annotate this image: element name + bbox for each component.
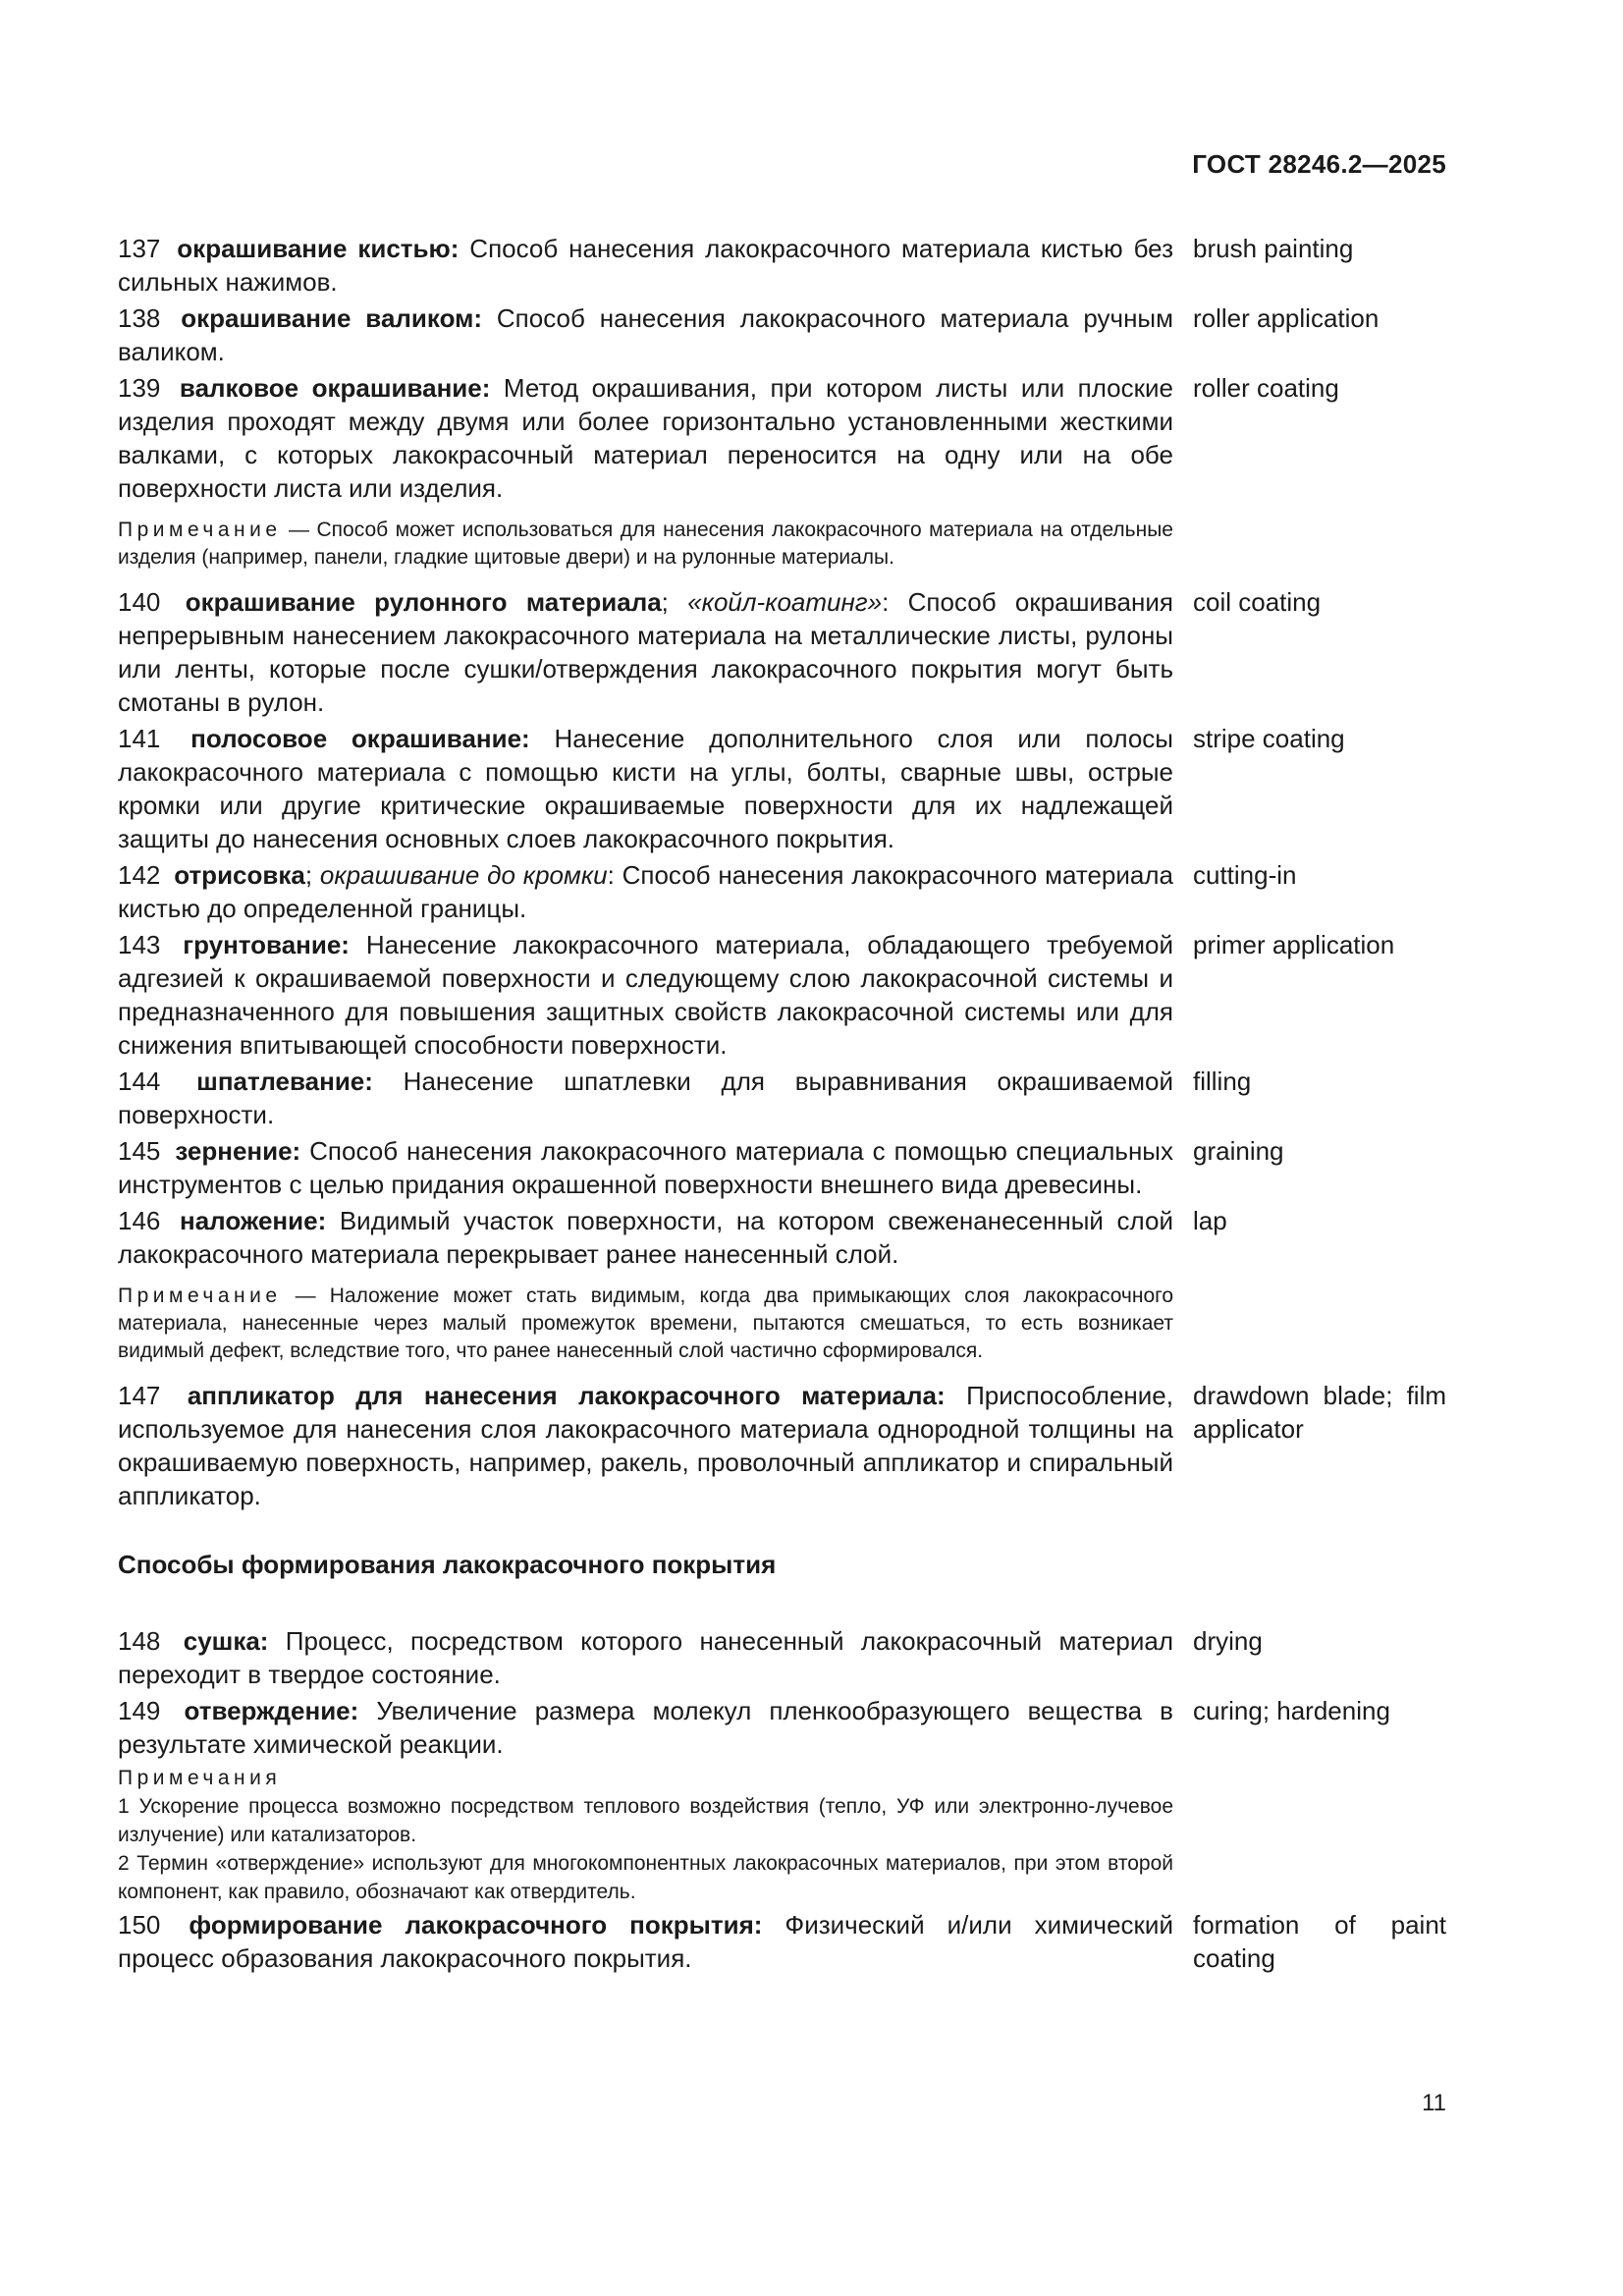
term-definition <box>118 1908 1173 1975</box>
term-entry <box>118 1065 1446 1131</box>
term-name: валковое окрашивание: <box>179 373 491 403</box>
note-text: — Наложение может стать видимым, когда два примыкающих слоя лакокрасочного материала, нанесенные через малый промежуток времени, пытаются смешаться, то есть возникает видимый дефект, вследствие того, что ранее нанесенный слой частично сформировался. <box>118 1285 1173 1362</box>
term-number: 145 <box>118 1136 161 1166</box>
term-name: окрашивание рулонного материала <box>185 587 662 617</box>
term-definition <box>118 1624 1173 1691</box>
term-number: 149 <box>118 1696 161 1725</box>
term-name: грунтование: <box>183 930 350 959</box>
english-equivalent: formation of paint coating <box>1193 1910 1446 1973</box>
term-number: 142 <box>118 860 161 890</box>
term-name: формирование лакокрасочного покрытия: <box>189 1910 763 1940</box>
term-entry <box>118 301 1446 368</box>
term-definition <box>118 585 1173 719</box>
term-synonym: «койл-коатинг» <box>687 587 883 617</box>
term-entry <box>118 1624 1446 1691</box>
term-definition <box>118 1204 1173 1271</box>
definition-text: Увеличение размера молекул пленкообразующего вещества в результате химической реакции. <box>118 1696 1173 1759</box>
term-name: окрашивание кистью: <box>177 234 460 263</box>
term-number: 140 <box>118 587 161 617</box>
term-entry <box>118 1379 1446 1512</box>
term-number: 150 <box>118 1910 161 1940</box>
term-definition <box>118 1065 1173 1131</box>
term-number: 141 <box>118 724 161 753</box>
term-entry <box>118 1134 1446 1201</box>
term-name: окрашивание валиком: <box>181 303 483 333</box>
english-equivalent: lap <box>1193 1206 1227 1235</box>
definition-text: : Способ нанесения лакокрасочного материала кистью до определенной границы. <box>118 860 1173 923</box>
term-name: отрисовка <box>174 860 305 890</box>
section-heading: Способы формирования лакокрасочного покрытия <box>118 1550 777 1579</box>
definition-text: : Способ окрашивания непрерывным нанесением лакокрасочного материала на металлические листы, рулоны или ленты, которые после сушки/отверждения лакокрасочного покрытия могут быть смотаны в рулон. <box>118 587 1173 717</box>
term-definition <box>118 232 1173 299</box>
term-synonym: окрашивание до кромки <box>319 860 608 890</box>
term-definition <box>118 928 1173 1062</box>
term-number: 144 <box>118 1066 161 1096</box>
term-number: 147 <box>118 1381 161 1410</box>
term-number: 139 <box>118 373 161 403</box>
english-equivalent: graining <box>1193 1136 1284 1166</box>
term-number: 138 <box>118 303 161 333</box>
term-definition <box>118 722 1173 855</box>
term-definition <box>118 371 1173 505</box>
term-definition <box>118 1694 1173 1761</box>
notes-label: Примечания <box>118 1767 282 1789</box>
definition-text: Нанесение шпатлевки для выравнивания окрашиваемой поверхности. <box>118 1066 1173 1129</box>
term-number: 137 <box>118 234 161 263</box>
term-name: шпатлевание: <box>196 1066 373 1096</box>
term-name: сушка: <box>183 1626 269 1656</box>
alt-separator: ; <box>661 587 688 617</box>
term-entry <box>118 928 1446 1062</box>
page-content <box>118 232 1446 1978</box>
term-entry <box>118 1694 1446 1761</box>
english-equivalent: cutting-in <box>1193 860 1297 890</box>
notes <box>118 1764 1173 1906</box>
definition-text: Способ нанесения лакокрасочного материала ручным валиком. <box>118 303 1173 366</box>
english-equivalent: curing; hardening <box>1193 1696 1390 1725</box>
note-label: Примечание <box>118 519 282 541</box>
term-definition <box>118 1379 1173 1512</box>
term-definition <box>118 858 1173 925</box>
english-equivalent: drying <box>1193 1626 1263 1656</box>
term-entry <box>118 1204 1446 1271</box>
english-equivalent: roller coating <box>1193 373 1339 403</box>
note <box>118 1283 1173 1365</box>
note-text: — Способ может использоваться для нанесения лакокрасочного материала на отдельные изделия (например, панели, гладкие щитовые двери) и на рулонные материалы. <box>118 519 1173 569</box>
term-entry <box>118 722 1446 855</box>
english-equivalent: filling <box>1193 1066 1252 1096</box>
definition-text: Метод окрашивания, при котором листы или плоские изделия проходят между двумя или более горизонтально установленными жесткими валками, с которых лакокрасочный материал переносится на одну или на обе поверхности листа или изделия. <box>118 373 1173 503</box>
term-number: 146 <box>118 1206 161 1235</box>
english-equivalent: primer application <box>1193 930 1395 959</box>
document-header: ГОСТ 28246.2—2025 <box>1192 149 1446 179</box>
english-equivalent: stripe coating <box>1193 724 1345 753</box>
definition-text: Нанесение дополнительного слоя или полосы лакокрасочного материала с помощью кисти на углы, болты, сварные швы, острые кромки или другие критические окрашиваемые поверхности для их надлежащей защиты до нанесения основных слоев лакокрасочного покрытия. <box>118 724 1173 853</box>
english-equivalent: roller application <box>1193 303 1380 333</box>
definition-text: Приспособление, используемое для нанесения слоя лакокрасочного материала однородной толщины на окрашиваемую поверхность, например, ракель, проволочный аппликатор и спиральный аппликатор. <box>118 1381 1173 1510</box>
term-entry <box>118 1908 1446 1975</box>
note <box>118 517 1173 572</box>
note-item: 2 Термин «отверждение» используют для многокомпонентных лакокрасочных материалов, при этом второй компонент, как правило, обозначают как отвердитель. <box>118 1852 1173 1903</box>
term-entry <box>118 232 1446 299</box>
page-number: 11 <box>1422 2090 1446 2116</box>
definition-text: Процесс, посредством которого нанесенный лакокрасочный материал переходит в твердое состояние. <box>118 1626 1173 1689</box>
term-name: зернение: <box>175 1136 301 1166</box>
term-definition <box>118 1134 1173 1201</box>
definition-text: Видимый участок поверхности, на котором свеженанесенный слой лакокрасочного материала перекрывает ранее нанесенный слой. <box>118 1206 1173 1269</box>
term-name: отверждение: <box>184 1696 359 1725</box>
term-number: 143 <box>118 930 161 959</box>
note-label: Примечание <box>118 1285 282 1307</box>
term-name: наложение: <box>180 1206 327 1235</box>
term-entry <box>118 371 1446 505</box>
definition-text: Нанесение лакокрасочного материала, обладающего требуемой адгезией к окрашиваемой поверхности и следующему слою лакокрасочной системы и предназначенного для повышения защитных свойств лакокрасочной системы или для снижения впитывающей способности поверхности. <box>118 930 1173 1060</box>
alt-separator: ; <box>304 860 320 890</box>
term-number: 148 <box>118 1626 161 1656</box>
definition-text: Способ нанесения лакокрасочного материала с помощью специальных инструментов с целью придания окрашенной поверхности внешнего вида древесины. <box>118 1136 1173 1199</box>
term-entry <box>118 858 1446 925</box>
definition-text: Физический и/или химический процесс образования лакокрасочного покрытия. <box>118 1910 1173 1973</box>
english-equivalent: coil coating <box>1193 587 1322 617</box>
term-entry <box>118 585 1446 719</box>
term-name: аппликатор для нанесения лакокрасочного материала: <box>187 1381 946 1410</box>
english-equivalent: brush painting <box>1193 234 1354 263</box>
term-name: полосовое окрашивание: <box>190 724 530 753</box>
definition-text: Способ нанесения лакокрасочного материала кистью без сильных нажимов. <box>118 234 1173 297</box>
note-item: 1 Ускорение процесса возможно посредством теплового воздействия (тепло, УФ или электронно-лучевое излучение) или катализаторов. <box>118 1795 1173 1846</box>
term-definition <box>118 301 1173 368</box>
english-equivalent: drawdown blade; film applicator <box>1193 1381 1446 1444</box>
